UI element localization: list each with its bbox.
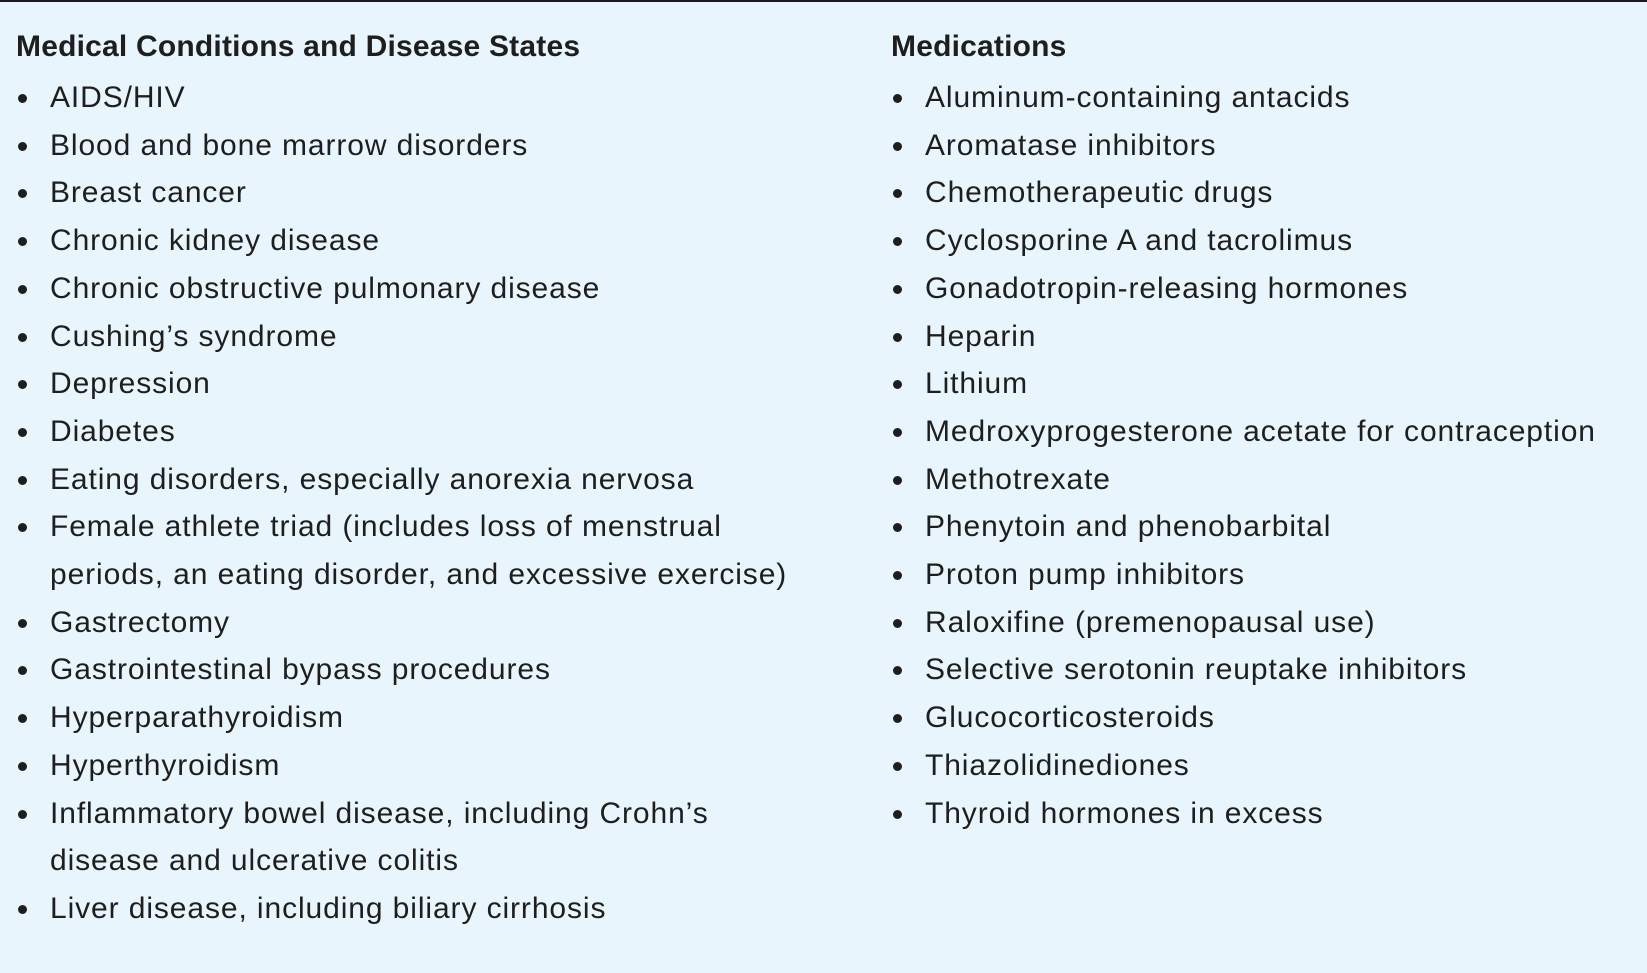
bullet-icon [893,571,902,580]
medication-item-text: Lithium [925,367,1029,401]
bullet-icon [893,94,902,103]
condition-item [16,217,810,265]
bullet-icon [18,523,27,532]
condition-item [16,265,810,313]
medication-item [891,313,1641,361]
medication-item [891,74,1641,122]
medication-item-text: Selective serotonin reuptake inhibitors [925,653,1468,687]
bullet-icon [18,666,27,675]
bullet-icon [893,428,902,437]
bullet-icon [18,189,27,198]
condition-item-text: Chronic kidney disease [50,224,380,258]
bullet-icon [18,428,27,437]
medication-item-text: Cyclosporine A and tacrolimus [925,224,1353,258]
bullet-icon [18,714,27,723]
condition-item-text: Breast cancer [50,176,247,210]
conditions-heading: Medical Conditions and Disease States [16,30,581,63]
condition-item [16,790,810,885]
medication-item [891,503,1641,551]
bullet-icon [893,380,902,389]
bullet-icon [18,94,27,103]
medication-item-text: Glucocorticosteroids [925,701,1215,735]
bullet-icon [18,810,27,819]
bullet-icon [18,142,27,151]
medications-list [891,74,1641,837]
medication-item-text: Thiazolidinediones [925,748,1190,782]
medication-item [891,217,1641,265]
condition-item-text: Diabetes [50,414,176,448]
bullet-icon [893,333,902,342]
condition-item-text: Inflammatory bowel disease, including Crohn’s disease and ulcerative colitis [50,796,709,878]
condition-item-text: Gastrointestinal bypass procedures [50,653,551,687]
bullet-icon [893,523,902,532]
condition-item-text: AIDS/HIV [50,81,186,114]
condition-item [16,742,810,790]
bullet-icon [18,905,27,914]
medication-item [891,790,1641,838]
bullet-icon [893,666,902,675]
medication-item [891,456,1641,504]
condition-item [16,599,810,647]
bullet-icon [18,762,27,771]
bullet-icon [18,237,27,246]
bullet-icon [893,142,902,151]
condition-item-text: Hyperparathyroidism [50,701,344,735]
medication-item-text: Gonadotropin-releasing hormones [925,271,1409,305]
condition-item [16,122,810,170]
medication-item [891,599,1641,647]
medications-heading: Medications [891,30,1067,63]
bullet-icon [18,619,27,628]
condition-item [16,885,810,933]
medication-item-text: Raloxifine (premenopausal use) [925,605,1376,639]
condition-item-text: Liver disease, including biliary cirrhosis [50,891,607,925]
condition-item [16,503,810,598]
conditions-column [16,28,816,933]
medication-item [891,122,1641,170]
medication-item-text: Proton pump inhibitors [925,558,1245,592]
medication-item-text: Phenytoin and phenobarbital [925,510,1332,544]
bullet-icon [893,714,902,723]
condition-item [16,313,810,361]
condition-item [16,74,810,122]
bullet-icon [893,237,902,246]
medication-item [891,551,1641,599]
bullet-icon [893,189,902,198]
medication-item-text: Aromatase inhibitors [925,128,1217,162]
medication-item [891,742,1641,790]
bullet-icon [893,762,902,771]
condition-item [16,456,810,504]
bullet-icon [18,285,27,294]
condition-item-text: Cushing’s syndrome [50,319,338,353]
medication-item-text: Aluminum-containing antacids [925,81,1351,114]
condition-item-text: Eating disorders, especially anorexia nervosa [50,462,695,496]
medication-item-text: Medroxyprogesterone acetate for contraception [925,414,1596,448]
medication-item-text: Chemotherapeutic drugs [925,176,1274,210]
medications-column [891,28,1641,837]
conditions-list [16,74,816,933]
medication-item [891,360,1641,408]
medication-item [891,265,1641,313]
condition-item [16,169,810,217]
bullet-icon [893,619,902,628]
medication-item [891,694,1641,742]
bullet-icon [18,380,27,389]
condition-item [16,694,810,742]
medication-item [891,646,1641,694]
medication-item-text: Methotrexate [925,462,1111,496]
condition-item-text: Chronic obstructive pulmonary disease [50,271,601,305]
bullet-icon [18,333,27,342]
condition-item-text: Blood and bone marrow disorders [50,128,529,162]
medication-item-text: Heparin [925,319,1037,353]
medication-item-text: Thyroid hormones in excess [925,796,1324,830]
condition-item-text: Depression [50,367,211,401]
condition-item [16,360,810,408]
medication-item [891,408,1641,456]
condition-item [16,408,810,456]
bullet-icon [893,476,902,485]
condition-item-text: Hyperthyroidism [50,748,281,782]
medication-item [891,169,1641,217]
bullet-icon [893,285,902,294]
condition-item [16,646,810,694]
bullet-icon [893,810,902,819]
condition-item-text: Gastrectomy [50,605,230,639]
condition-item-text: Female athlete triad (includes loss of menstrual periods, an eating disorder, and excessive exercise) [50,510,788,592]
bullet-icon [18,476,27,485]
